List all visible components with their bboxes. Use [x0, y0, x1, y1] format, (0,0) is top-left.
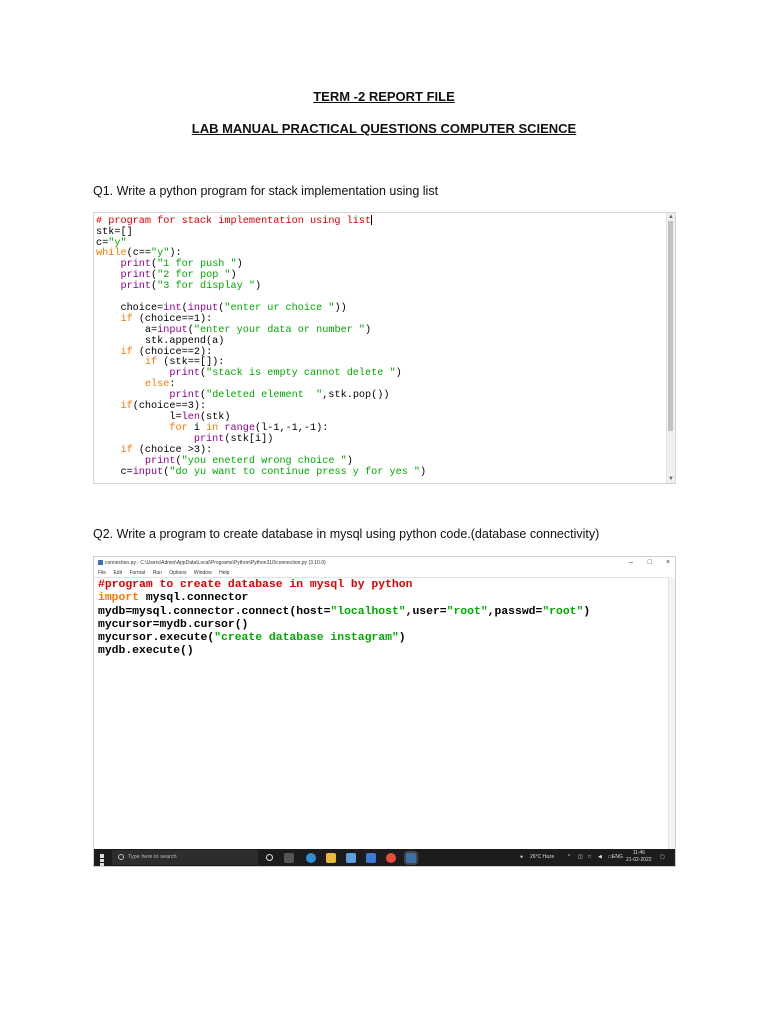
code-line: while(c=="y"): [96, 248, 182, 260]
code-line: if (choice==2): [120, 346, 213, 358]
minimize-icon[interactable]: – [629, 559, 633, 566]
search-placeholder: Type here to search [128, 854, 177, 860]
menu-run[interactable]: Run [152, 570, 162, 576]
windows-taskbar [94, 849, 675, 866]
code-line: print("1 for push ") [120, 259, 243, 271]
window-title: connection.py - C:\Users\Admin\AppData\Local\Programs\Python\Python310\connection.py (3.10.0) [105, 560, 326, 566]
edge-icon[interactable] [306, 853, 316, 863]
taskbar-search-box[interactable] [112, 850, 258, 865]
notifications-icon[interactable]: ▢ [660, 854, 665, 860]
idle-window-screenshot [93, 556, 676, 867]
code-line: for i in range(l-1,-1,-1): [169, 422, 329, 434]
clock-date: 21-02-2022 [626, 857, 652, 863]
report-subtitle: LAB MANUAL PRACTICAL QUESTIONS COMPUTER SCIENCE [191, 121, 577, 136]
code-line: if (stk==[]): [144, 357, 225, 369]
code-line: mycursor.execute("create database instagram") [98, 632, 406, 645]
code-line: a=input("enter your data or number ") [96, 324, 372, 336]
code-line: print("deleted element ",stk.pop()) [169, 390, 390, 402]
menu-window[interactable]: Window [193, 570, 212, 576]
clock-time: 11:46 [632, 850, 645, 856]
mail-icon[interactable] [366, 853, 376, 863]
idle-icon[interactable] [406, 853, 416, 863]
code-line: print("2 for pop ") [120, 270, 237, 282]
code-line: print(stk[i]) [193, 433, 274, 445]
scrollbar-thumb[interactable] [668, 221, 673, 431]
file-explorer-icon[interactable] [326, 853, 336, 863]
menu-options[interactable]: Options [169, 570, 187, 576]
code-line: print("you eneterd wrong choice ") [144, 455, 353, 467]
scroll-up-icon[interactable]: ▲ [668, 214, 674, 220]
question-1: Q1. Write a python program for stack implementation using list [93, 184, 439, 198]
code-line: mydb.execute() [98, 645, 194, 658]
code-line: stk=[] [96, 226, 133, 238]
code-line: c="y" [96, 237, 127, 249]
stack-code-listing [94, 213, 675, 478]
code-line: mydb=mysql.connector.connect(host="localhost",user="root",passwd="root") [98, 605, 591, 618]
code-line: stk.append(a) [96, 335, 225, 347]
menu-file[interactable]: File [98, 570, 107, 576]
language-indicator[interactable]: ENG [612, 854, 623, 860]
code-line: mycursor=mydb.cursor() [98, 618, 249, 631]
windows-start-icon[interactable] [100, 854, 108, 862]
tray-volume-icon[interactable]: ◀ [598, 854, 602, 860]
tray-battery-icon[interactable]: ▭ [608, 854, 613, 860]
tray-network-icon[interactable]: ◫ [578, 854, 583, 860]
close-icon[interactable]: × [665, 559, 670, 566]
mysql-code-listing[interactable] [94, 578, 675, 659]
code-line: # program for stack implementation using list [96, 215, 372, 227]
code-line: l=len(stk) [96, 412, 231, 423]
vertical-scrollbar[interactable] [666, 213, 675, 483]
cortana-icon[interactable] [266, 854, 273, 861]
code-line: #program to create database in mysql by python [98, 579, 413, 591]
chrome-icon[interactable] [386, 853, 396, 863]
menu-edit[interactable]: Edit [113, 570, 123, 576]
clock[interactable] [626, 850, 652, 864]
code-line: print("stack is empty cannot delete ") [169, 368, 402, 380]
code-line: else: [144, 379, 176, 391]
tray-chevron-icon[interactable]: ^ [568, 854, 571, 860]
menu-format[interactable]: Format [129, 570, 146, 576]
code-editor[interactable] [94, 577, 675, 851]
task-view-icon[interactable] [284, 853, 294, 863]
code-line: print("3 for display ") [120, 281, 262, 293]
code-line: if (choice==1): [120, 313, 213, 325]
tray-display-icon[interactable]: □ [588, 854, 592, 860]
editor-scrollbar[interactable] [668, 577, 675, 850]
menu-help[interactable]: Help [219, 570, 230, 576]
weather-text[interactable]: 26°C Haze [530, 854, 555, 860]
search-icon [118, 854, 124, 860]
stack-code-screenshot [93, 212, 676, 484]
code-line: choice=int(input("enter ur choice ")) [96, 302, 347, 314]
maximize-icon[interactable]: □ [647, 559, 652, 566]
question-2: Q2. Write a program to create database in mysql using python code.(database connectivity) [93, 527, 600, 541]
scroll-down-icon[interactable]: ▼ [668, 476, 674, 482]
code-line: import mysql.connector [98, 592, 249, 605]
code-line: c=input("do yu want to continue press y for yes ") [96, 466, 427, 478]
text-cursor [371, 215, 372, 225]
window-titlebar [94, 557, 675, 569]
menu-bar [94, 569, 675, 577]
code-line: if (choice >3): [120, 444, 213, 456]
code-line: if(choice==3): [120, 401, 207, 413]
store-icon[interactable] [346, 853, 356, 863]
report-title: TERM -2 REPORT FILE [313, 89, 455, 104]
weather-icon: ● [520, 854, 524, 860]
python-file-icon [98, 560, 103, 565]
